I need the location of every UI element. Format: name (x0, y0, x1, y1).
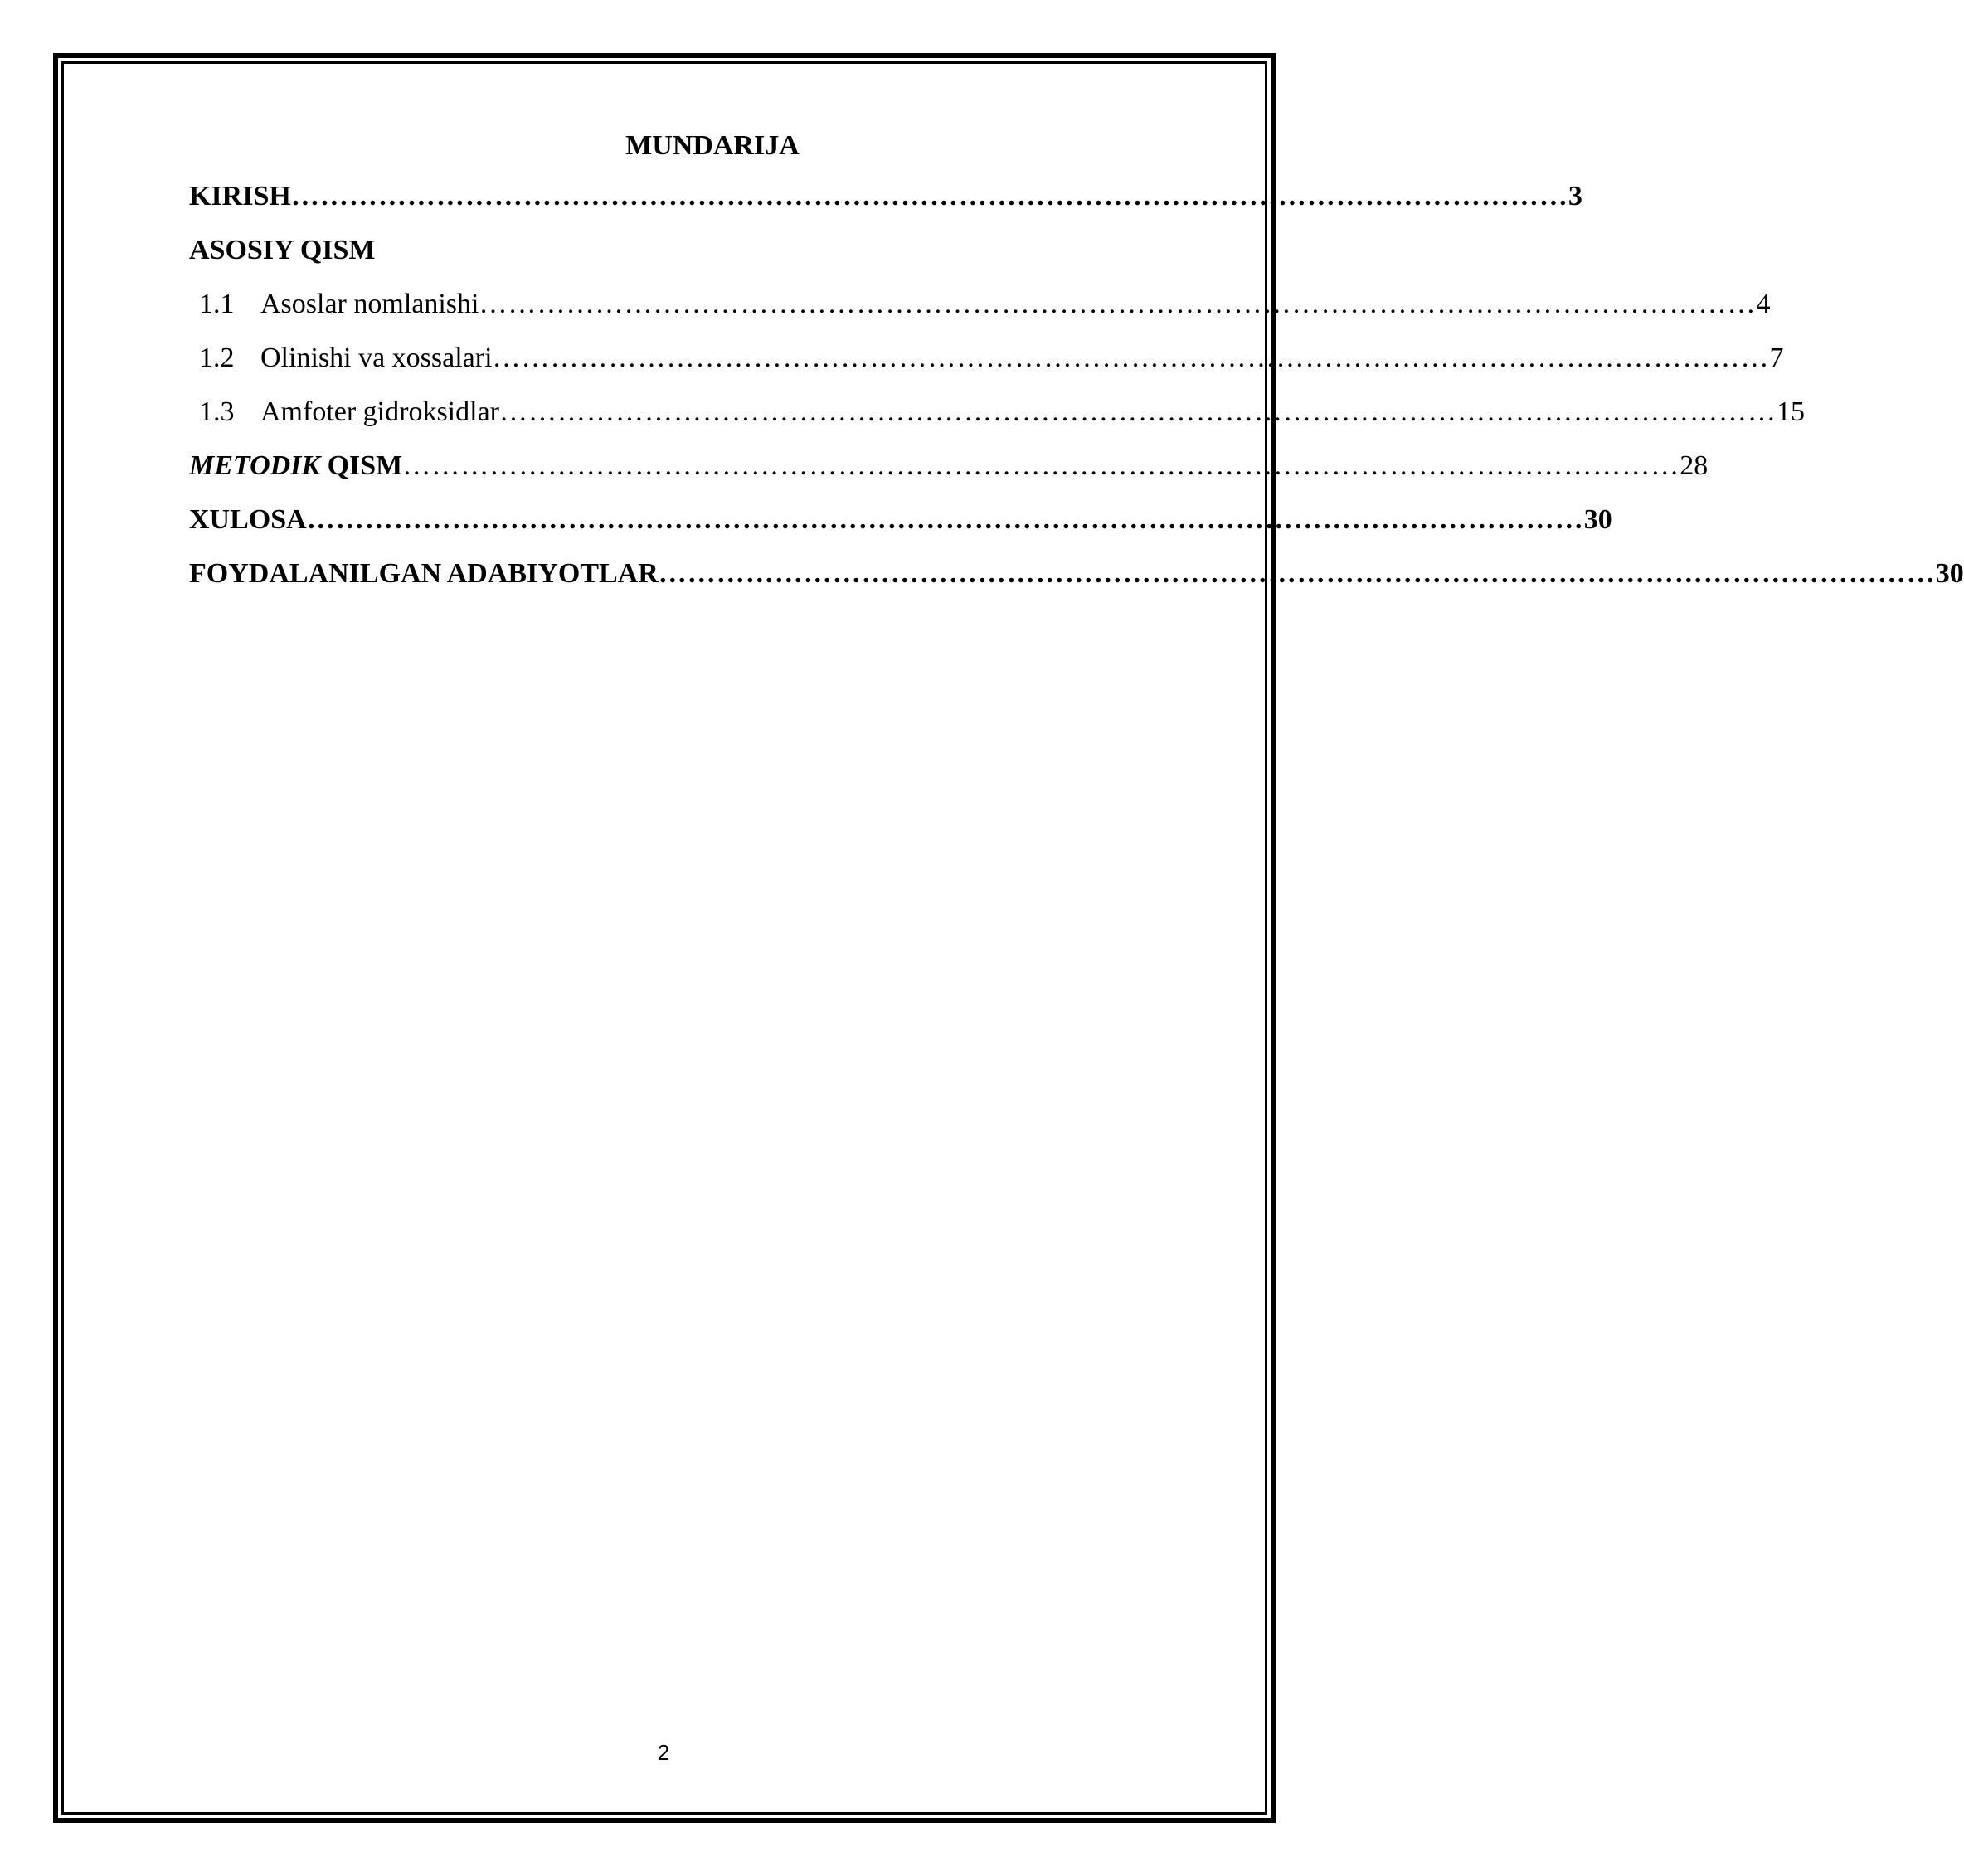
toc-entry-subsection-1 (189, 277, 1771, 331)
toc-entry-number: 1.3 (199, 396, 235, 427)
toc-entry-subsection-2 (189, 331, 1784, 385)
toc-entry-label-rest: QISM (320, 450, 403, 481)
toc-entry-page: 4 (1756, 289, 1771, 319)
toc-entry-metodik (189, 439, 1709, 493)
toc-entry-label: XULOSA (189, 504, 307, 535)
toc-section-heading: ASOSIY QISM (189, 235, 376, 265)
toc-entry-label: Amfoter gidroksidlar (260, 396, 499, 427)
toc-title: MUNDARIJA (625, 130, 800, 161)
dot-leader: …………………………………………………………………………………………………………………… (499, 396, 1777, 427)
toc-entry-page: 28 (1680, 450, 1709, 481)
dot-leader: …………………………………………………………………………………………………………………… (290, 181, 1568, 211)
dot-leader: …………………………………………………………………………………………………………………… (492, 343, 1770, 373)
toc-entry-label (189, 439, 402, 493)
toc-entry-intro (189, 169, 1582, 223)
dot-leader: …………………………………………………………………………………………………………………… (402, 450, 1680, 481)
toc-entry-label: Asoslar nomlanishi (260, 289, 479, 319)
toc-entry-label: Olinishi va xossalari (260, 343, 493, 373)
toc-entry-page: 15 (1777, 396, 1805, 427)
toc-entry-subsection-3 (189, 385, 1805, 439)
toc-entry-number: 1.1 (199, 289, 235, 319)
dot-leader: …………………………………………………………………………………………………………………… (479, 289, 1757, 319)
toc-entry-page: 30 (1935, 558, 1964, 589)
toc-entry-page: 7 (1769, 343, 1784, 373)
table-of-contents (189, 123, 1964, 600)
page-number: 2 (657, 1740, 670, 1765)
toc-entry-label-italic: METODIK (189, 450, 321, 481)
toc-entry-number: 1.2 (199, 343, 235, 373)
toc-entry-page: 30 (1583, 504, 1612, 535)
toc-entry-conclusion (189, 493, 1612, 547)
toc-entry-label: KIRISH (189, 181, 291, 211)
toc-entry-references (189, 547, 1964, 600)
toc-entry-page: 3 (1568, 181, 1582, 211)
toc-entry-label: FOYDALANILGAN ADABIYOTLAR (189, 558, 659, 589)
dot-leader: …………………………………………………………………………………………………………………… (306, 504, 1584, 535)
dot-leader: …………………………………………………………………………………………………………………… (658, 558, 1936, 589)
